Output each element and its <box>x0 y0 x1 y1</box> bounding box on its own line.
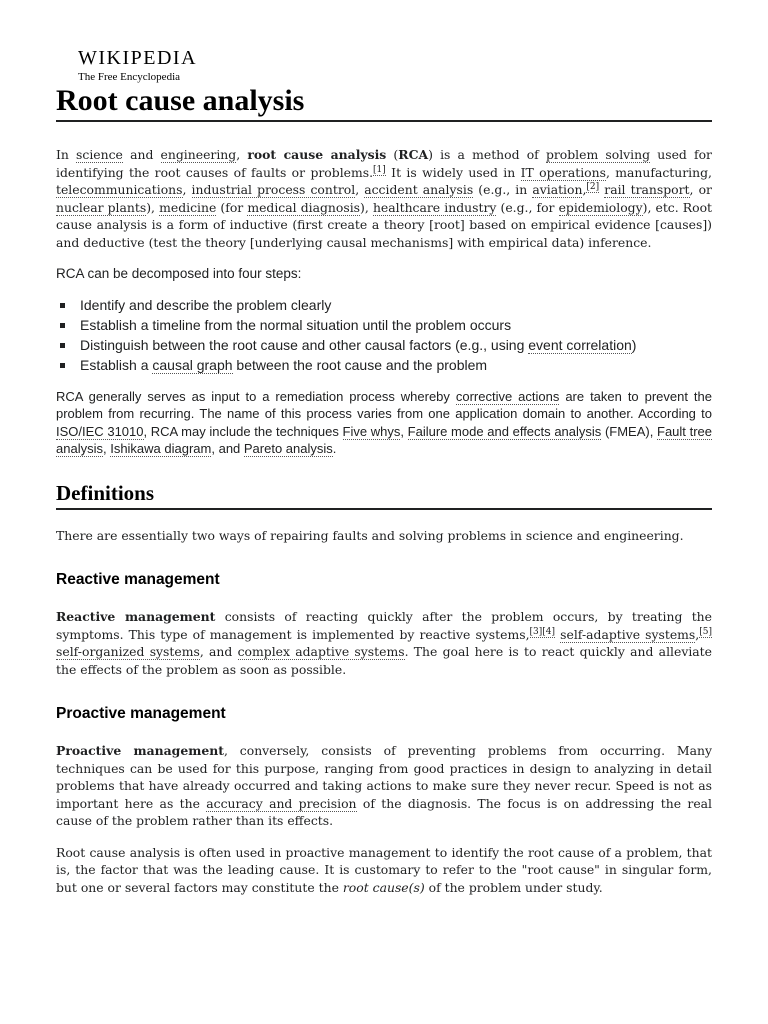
bold-term: Reactive management <box>56 609 216 624</box>
link-ishikawa-diagram[interactable]: Ishikawa diagram <box>110 441 212 456</box>
steps-intro: RCA can be decomposed into four steps: <box>56 266 302 281</box>
proactive-paragraph: Proactive management, conversely, consists of preventing problems from occurring. Many techniques can be used for this purpose, ranging from good practices in design to analyzing in detail problems that have already occurred and taking actions to make sure they never recur. Speed is not as important here as the accuracy and precision of the diagnosis. The focus is on addressing the real cause of the problem rather than its effects. <box>56 743 713 828</box>
link-science[interactable]: science <box>76 147 123 162</box>
intro-paragraph: In science and engineering, root cause analysis (RCA) is a method of problem solving used for identifying the root causes of faults or problems.[1] It is widely used in IT operations, manufacturing, telecommunications, industrial process control, accident analysis (e.g., in aviation,[2] rail transport, or nuclear plants), medicine (for medical diagnosis), healthcare industry (e.g., for epidemiology), etc. Root cause analysis is a form of inductive (first create a theory [root] based on empirical evidence [causes]) and deductive (test the theory [underlying causal mechanisms] with empirical data) inference. <box>56 147 713 250</box>
list-item: Identify and describe the problem clearly <box>80 295 712 315</box>
link-complex-adaptive-systems[interactable]: complex adaptive systems <box>237 644 405 659</box>
reference-1[interactable]: [1] <box>373 164 386 175</box>
reference-2[interactable]: [2] <box>586 182 600 192</box>
link-epidemiology[interactable]: epidemiology <box>558 199 643 215</box>
logo-tagline: The Free Encyclopedia <box>78 71 181 83</box>
link-problem-solving[interactable]: problem solving <box>545 147 651 162</box>
subsection-heading-reactive: Reactive management <box>56 571 220 588</box>
link-rail-transport[interactable]: rail transport <box>604 182 690 197</box>
page-title: Root cause analysis <box>56 86 712 122</box>
section-heading-definitions: Definitions <box>56 482 712 510</box>
link-accident-analysis[interactable]: accident analysis <box>364 182 474 197</box>
article-page <box>56 0 712 896</box>
reference-5[interactable]: [5] <box>699 626 712 637</box>
bold-term: root cause analysis <box>247 147 387 162</box>
remediation-paragraph: RCA generally serves as input to a remediation process whereby corrective actions are taken to prevent the problem from recurring. The name of this process varies from one application domain to another. According to ISO/IEC 31010, RCA may include the techniques Five whys, Failure mode and effects analysis (FMEA), Fault tree analysis, Ishikawa diagram, and Pareto analysis. <box>56 388 712 456</box>
link-healthcare-industry[interactable]: healthcare industry <box>372 199 497 215</box>
bullet-icon <box>60 303 65 308</box>
link-causal-graph[interactable]: causal graph <box>152 356 233 373</box>
link-iso-iec-31010[interactable]: ISO/IEC 31010 <box>56 423 144 439</box>
subsection-heading-proactive: Proactive management <box>56 705 226 722</box>
link-medical-diagnosis[interactable]: medical diagnosis <box>247 199 361 215</box>
link-pareto-analysis[interactable]: Pareto analysis <box>243 441 333 456</box>
link-fault-tree-analysis[interactable]: Fault tree analysis <box>56 423 712 456</box>
link-medicine[interactable]: medicine <box>159 199 217 215</box>
link-aviation[interactable]: aviation <box>532 182 583 197</box>
link-fmea[interactable]: Failure mode and effects analysis <box>407 423 602 439</box>
link-engineering[interactable]: engineering <box>160 147 237 162</box>
link-telecommunications[interactable]: telecommunications <box>56 182 183 197</box>
link-self-organized-systems[interactable]: self-organized systems <box>56 644 200 659</box>
bullet-icon <box>60 363 65 368</box>
definitions-paragraph: There are essentially two ways of repairing faults and solving problems in science and engineering. <box>56 527 684 543</box>
link-it-operations[interactable]: IT operations <box>520 164 606 180</box>
bold-abbr: RCA <box>398 147 429 162</box>
link-corrective-actions[interactable]: corrective actions <box>455 388 560 404</box>
proactive-paragraph-2: Root cause analysis is often used in proactive management to identify the root cause of a problem, that is, the factor that was the leading cause. It is customary to refer to the "root cause" in singular form, but one or several factors may constitute the root cause(s) of the problem under study. <box>56 844 712 895</box>
link-five-whys[interactable]: Five whys <box>342 423 401 439</box>
link-nuclear-plants[interactable]: nuclear plants <box>56 199 147 215</box>
bold-term: Proactive management <box>56 743 224 758</box>
link-accuracy-and-precision[interactable]: accuracy and precision <box>206 795 357 811</box>
logo-wordmark: WIKIPEDIA <box>78 47 198 69</box>
list-item: Establish a causal graph between the root cause and the problem <box>80 355 712 375</box>
steps-list <box>56 295 712 375</box>
link-self-adaptive-systems[interactable]: self-adaptive systems <box>560 626 696 642</box>
reactive-paragraph: Reactive management consists of reacting quickly after the problem occurs, by treating the symptoms. This type of management is implemented by reactive systems,[3][4] self-adaptive systems,[5] self-organized systems, and complex adaptive systems. The goal here is to react quickly and alleviate the effects of the problem as soon as possible. <box>56 609 712 677</box>
link-industrial-process-control[interactable]: industrial process control <box>191 182 356 197</box>
list-item: Distinguish between the root cause and other causal factors (e.g., using event correlation) <box>80 335 712 355</box>
link-event-correlation[interactable]: event correlation <box>528 336 632 353</box>
list-item: Establish a timeline from the normal situation until the problem occurs <box>80 315 712 335</box>
bullet-icon <box>60 343 65 348</box>
bullet-icon <box>60 323 65 328</box>
reference-3-4[interactable]: [3][4] <box>529 626 556 637</box>
italic-term: root cause(s) <box>342 879 425 895</box>
wikipedia-logo[interactable] <box>56 47 712 85</box>
